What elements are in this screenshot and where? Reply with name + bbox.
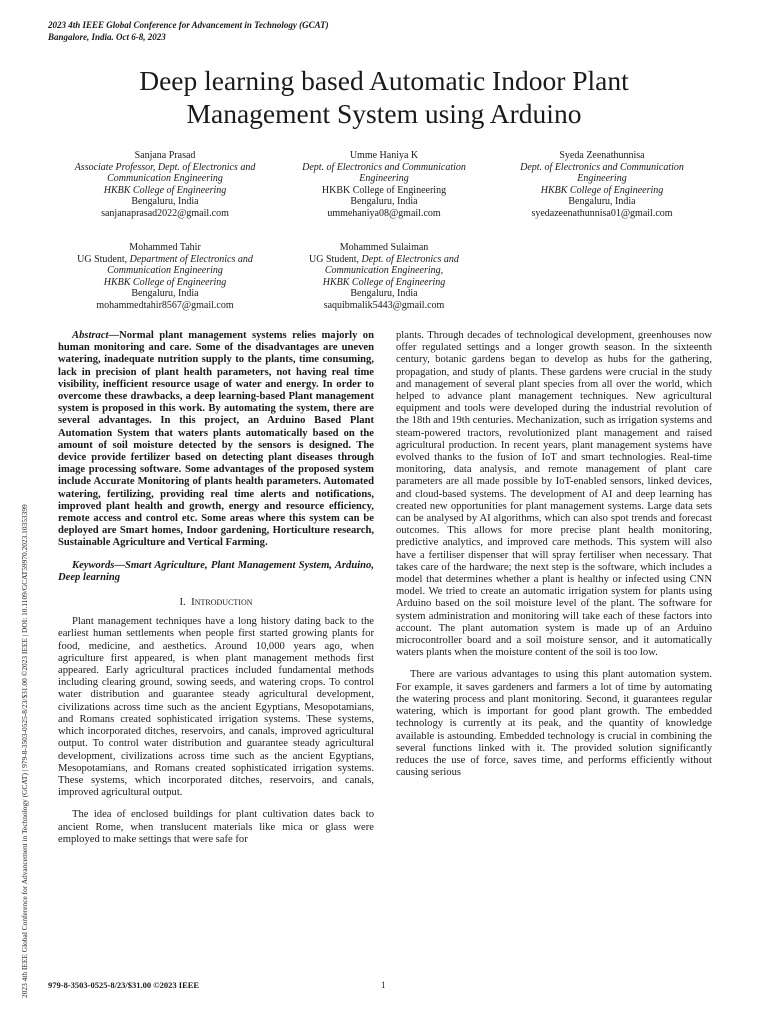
author-email: sanjanaprasad2022@gmail.com (101, 207, 229, 219)
author-name: Sanjana Prasad (134, 150, 196, 161)
author-affiliation: Associate Professor, Dept. of Electronics and (74, 161, 256, 173)
author-email: mohammedtahir8567@gmail.com (96, 299, 234, 311)
author-affiliation: Dept. of Electronics and Communication (302, 161, 466, 173)
author-college: HKBK College of Engineering (322, 276, 446, 288)
author-affiliation-line (269, 254, 499, 266)
author-name: Syeda Zeenathunnisa (559, 150, 645, 161)
author-name: Umme Haniya K (349, 150, 419, 161)
author-name: Mohammed Sulaiman (339, 242, 429, 253)
paper-title (0, 64, 768, 130)
author-affiliation: Dept. of Electronics and Communication (520, 161, 684, 173)
title-line-1: Deep learning based Automatic Indoor Plant (139, 65, 629, 96)
author-block (50, 242, 280, 312)
author-role: UG Student, (77, 253, 130, 265)
author-college: HKBK College of Engineering (103, 184, 227, 196)
body-paragraph: The idea of enclosed buildings for plant cultivation dates back to ancient Rome, when translucent materials like mica or glass were employed to make settings that were safe for (58, 809, 374, 845)
author-city: Bengaluru, India (131, 196, 199, 208)
footer-isbn: 979-8-3503-0525-8/23/$31.00 ©2023 IEEE (48, 980, 200, 990)
author-email: ummehaniya08@gmail.com (327, 207, 441, 219)
left-column (58, 330, 374, 846)
body-paragraph: Plant management techniques have a long history dating back to the earliest human settlements when people first started growing plants for food, medicine, and aesthetics. Around 10,000 years ago, when agriculture first appeared, is when plant management methods first appeared. Early agricultural practices included fundamental methods including clearing ground, sowing seeds, and watering crops. To control water distribution and guarantee steady agricultural development, civilizations across time such as the ancient Egyptians, Mesopotamians, and Romans created sophisticated irrigation systems. These systems, which incorporated ditches, reservoirs, and canals, improved agricultural output. To control water distribution and guarantee steady agricultural development, civilizations across time such as the ancient Egyptians, Mesopotamians, and Romans created sophisticated irrigation systems. These systems, which incorporated ditches, reservoirs, and canals, improved agricultural output. (58, 616, 374, 799)
author-block (269, 242, 499, 312)
author-college: HKBK College of Engineering (540, 184, 664, 196)
conference-header (48, 20, 329, 43)
author-block (487, 150, 717, 220)
author-affiliation: Communication Engineering, (324, 265, 444, 277)
author-city: Bengaluru, India (350, 288, 418, 300)
abstract-label: Abstract— (72, 330, 120, 341)
section-number: I. (179, 596, 186, 609)
author-block (50, 150, 280, 220)
section-heading (58, 596, 374, 608)
author-affiliation: Department of Electronics and (129, 253, 253, 265)
section-title: Introduction (191, 596, 253, 609)
author-city: Bengaluru, India (350, 196, 418, 208)
page-number: 1 (381, 980, 386, 990)
author-college: HKBK College of Engineering (321, 184, 447, 196)
author-affiliation: Dept. of Electronics and (361, 253, 459, 265)
side-doi-text: 2023 4th IEEE Global Conference for Advancement in Technology (GCAT) | 979-8-3503-0525-8/23/$31.00 ©2023 IEEE | DOI: 10.1109/GCAT59970.2023.10353399 (20, 504, 29, 998)
title-line-2: Management System using Arduino (186, 98, 582, 129)
author-email: saquibmalik5443@gmail.com (323, 299, 445, 311)
author-email: syedazeenathunnisa01@gmail.com (531, 207, 673, 219)
body-paragraph: There are various advantages to using this plant automation system. For example, it saves gardeners and farmers a lot of time by automating the watering process and plant monitoring. Second, it guarantees regular watering, which is important for good plant growth. The embedded technology is currently at its peak, and the quantity of knowledge available is astounding. Embedded technology is crucial in combining the several functions linked with it. The provided solution significantly reduces the use of force, saves time, and performs efficiently without causing serious (396, 669, 712, 779)
abstract-text: Normal plant management systems relies majorly on human monitoring and care. Some of the disadvantages are uneven watering, inadequate nutrition supply to the plants, time consuming, lack in precision of plant health parameters, not having real time visibility, inefficient resource usage of water and energy. In order to overcome these drawbacks, a deep learning-based Plant management system is proposed in this work. By automating the system, there are several advantages. In this project, an Arduino Based Plant Automation System that waters plants automatically based on the amount of soil moisture detected by the sensors is designed. The device provide fertilizer based on detecting plant diseases through image processing software. Some advantages of the proposed system include Accurate Monitoring of plants health parameters. Automated watering, fertilizing, providing real time alerts and notifications, improved plant health and growth, energy and resource efficiency, remote access and control etc. Some areas where this system can be deployed are Smart homes, Indoor gardening, Horticulture research, Sustainable Agriculture and Vertical Farming. (58, 330, 374, 549)
author-affiliation: Communication Engineering (107, 173, 223, 185)
right-column (396, 330, 712, 779)
author-city: Bengaluru, India (568, 196, 636, 208)
author-name: Mohammed Tahir (129, 242, 201, 253)
author-city: Bengaluru, India (131, 288, 199, 300)
author-affiliation: Communication Engineering (107, 265, 223, 277)
author-affiliation: Engineering (577, 173, 627, 185)
abstract (58, 330, 374, 550)
author-college: HKBK College of Engineering (103, 276, 227, 288)
author-block (269, 150, 499, 220)
author-affiliation: Engineering (359, 173, 409, 185)
author-role: UG Student, (309, 253, 362, 265)
conference-location: Bangalore, India. Oct 6-8, 2023 (48, 31, 166, 42)
author-affiliation-line (50, 254, 280, 266)
keywords: Keywords—Smart Agriculture, Plant Management System, Arduino, Deep learning (58, 559, 374, 583)
body-paragraph: plants. Through decades of technological development, greenhouses now offer regulated settings and a longer growth season. In the sixteenth century, botanic gardens began to develop as hubs for the gathering, propagation, and study of plants. These gardens were crucial in the study and management of several plant species from all over the world, which helped to advance plant management techniques. New agricultural equipment and tools were developed during the industrial revolution of the 18th and 19th centuries. Mechanization, such as irrigation systems and steam-powered tractors, revolutionized plant management and raised agricultural production. In recent years, plant management systems have evolved thanks to the fusion of IoT and smart technologies. Real-time monitoring, data analysis, and remote management of plant care parameters are all made possible by IoT-enabled sensors, linked devices, and cloud-based systems. The development of AI and deep learning has created new opportunities for plant management systems. Large data sets can be analysed by AI algorithms, which can also spot trends and forecast outcomes. This allows for more precise plant health monitoring, predictive analytics, and improved care methods. This system will also have a fertiliser dispenser that will spray fertiliser when necessary. That takes care of the hardware; the next step is the software, which includes a model that determines whether a plant is healthy or infected using CNN model. We tried to create an automatic irrigation system for plants using Arduino based on the soil moisture level of the plant. The software for system administration and monitoring will take each of these factors into account. The plant automation system is made up of an Arduino microcontroller board and a soil moisture sensor, and it automatically waters plants when the moisture content of the soil is too low. (396, 330, 712, 659)
conference-name: 2023 4th IEEE Global Conference for Advancement in Technology (GCAT) (48, 20, 329, 30)
